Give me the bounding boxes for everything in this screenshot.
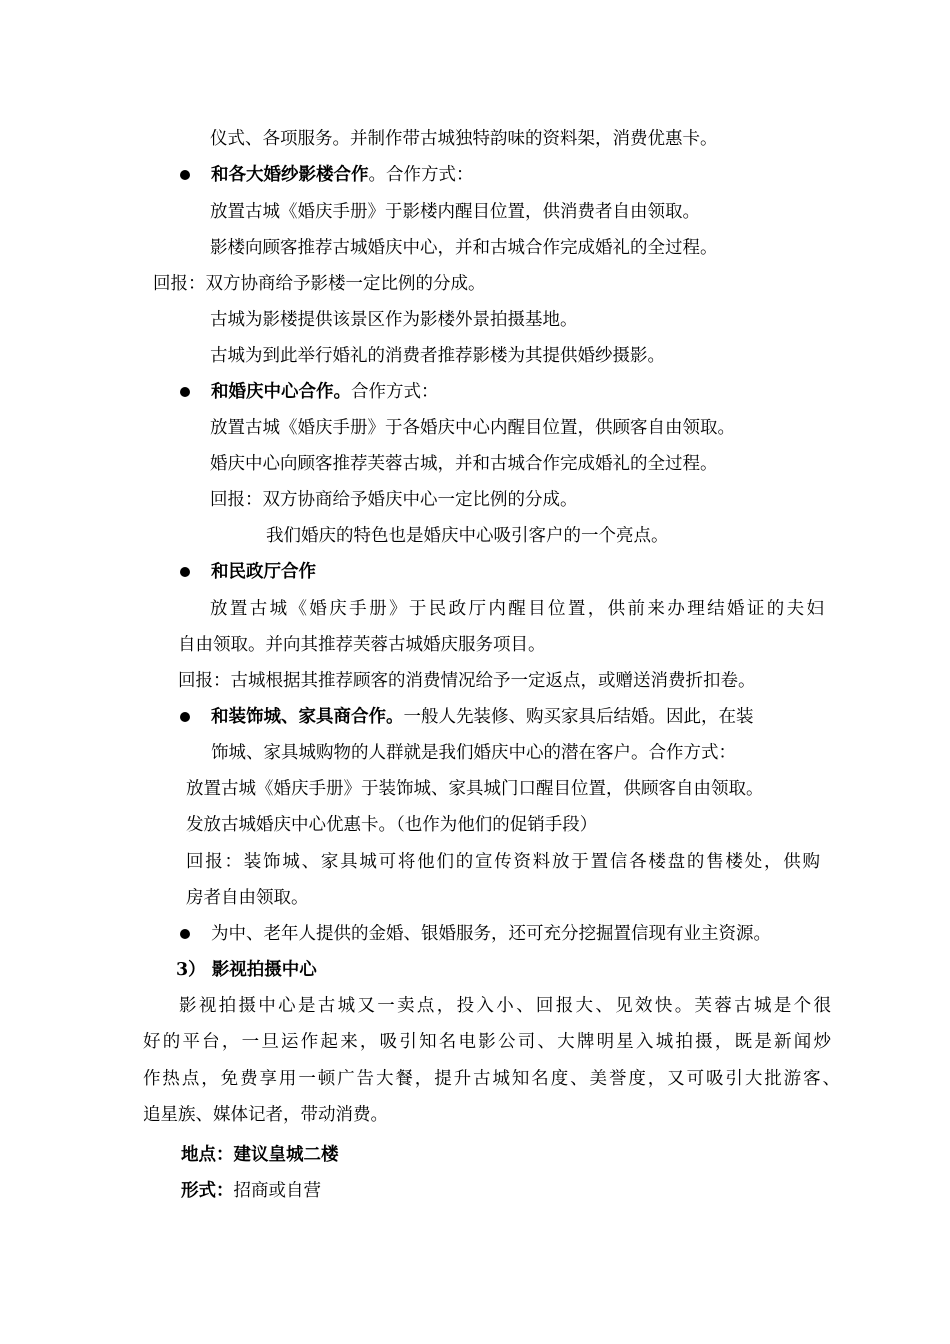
text-line: 追星族、媒体记者，带动消费。 [143, 1105, 388, 1125]
text-line: 回报：双方协商给予婚庆中心一定比例的分成。 [210, 490, 578, 510]
location-line: 地点：建议皇城二楼 [181, 1145, 339, 1165]
bullet-icon [180, 170, 190, 180]
text-line: 影楼向顾客推荐古城婚庆中心，并和古城合作完成婚礼的全过程。 [210, 238, 718, 258]
bullet-icon [180, 712, 190, 722]
text-line: 回报：古城根据其推荐顾客的消费情况给予一定返点，或赠送消费折扣卷。 [178, 671, 756, 691]
bullet-heading [211, 705, 819, 729]
bullet-heading [211, 380, 439, 404]
text-line: 饰城、家具城购物的人群就是我们婚庆中心的潜在客户。合作方式： [211, 743, 736, 763]
text-line: 自由领取。并向其推荐芙蓉古城婚庆服务项目。 [178, 635, 546, 655]
label-rest-text: 招商或自营 [233, 1181, 321, 1201]
bullet-icon [180, 387, 190, 397]
text-line: 房者自由领取。 [186, 888, 309, 908]
text-line: 回报：装饰城、家具城可将他们的宣传资料放于置信各楼盘的售楼处，供购 [186, 852, 820, 872]
text-line: 放置古城《婚庆手册》于各婚庆中心内醒目位置，供顾客自由领取。 [210, 418, 735, 438]
text-line: 放置古城《婚庆手册》于影楼内醒目位置，供消费者自由领取。 [210, 202, 700, 222]
text-line: 放置古城《婚庆手册》于装饰城、家具城门口醒目位置，供顾客自由领取。 [186, 779, 764, 799]
text-line: 放置古城《婚庆手册》于民政厅内醒目位置，供前来办理结婚证的夫妇 [210, 599, 824, 619]
text-line: 影视拍摄中心是古城又一卖点，投入小、回报大、见效快。芙蓉古城是个很 [179, 996, 831, 1016]
text-line: 婚庆中心向顾客推荐芙蓉古城，并和古城合作完成婚礼的全过程。 [210, 454, 718, 474]
text-line: 好的平台，一旦运作起来，吸引知名电影公司、大牌明星入城拍摄，既是新闻炒 [143, 1032, 831, 1052]
text-line: 古城为到此举行婚礼的消费者推荐影楼为其提供婚纱摄影。 [210, 346, 665, 366]
heading-rest-text: 。合作方式： [368, 165, 474, 185]
heading-bold-text: 和婚庆中心合作。 [211, 382, 351, 402]
heading-bold-text: 和装饰城、家具商合作。 [211, 707, 404, 727]
text-line: 仪式、各项服务。并制作带古城独特韵味的资料架，消费优惠卡。 [210, 129, 718, 149]
heading-bold-text: 和各大婚纱影楼合作 [211, 165, 369, 185]
text-line: 为中、老年人提供的金婚、银婚服务，还可充分挖掘置信现有业主资源。 [211, 924, 771, 944]
bullet-icon [180, 929, 190, 939]
text-line: 我们婚庆的特色也是婚庆中心吸引客户的一个亮点。 [266, 526, 669, 546]
bullet-heading: 和民政厅合作 [211, 562, 316, 582]
bullet-heading [211, 163, 474, 187]
text-line: 发放古城婚庆中心优惠卡。（也作为他们的促销手段） [186, 815, 598, 835]
text-line: 回报：双方协商给予影楼一定比例的分成。 [153, 274, 486, 294]
form-line [181, 1179, 321, 1203]
bullet-icon [180, 567, 190, 577]
text-line: 作热点，免费享用一顿广告大餐，提升古城知名度、美誉度，又可吸引大批游客、 [143, 1069, 840, 1089]
heading-rest-text: 一般人先装修、购买家具后结婚。因此，在装 [403, 707, 754, 727]
heading-rest-text: 合作方式： [351, 382, 439, 402]
label-bold-text: 形式： [181, 1181, 234, 1201]
text-line: 古城为影楼提供该景区作为影楼外景拍摄基地。 [210, 310, 578, 330]
section-heading: 3） 影视拍摄中心 [176, 960, 317, 980]
